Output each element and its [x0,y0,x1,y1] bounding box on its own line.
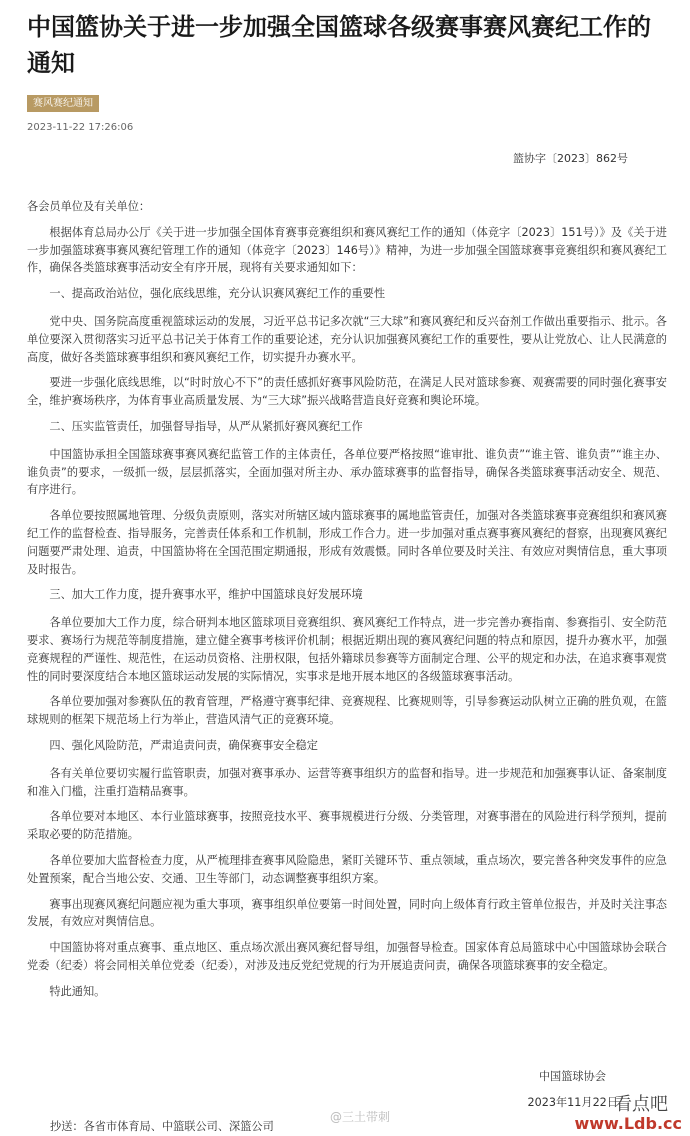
section-heading-2: 二、压实监管责任，加强督导指导，从严从紧抓好赛风赛纪工作 [49,419,363,433]
site-watermark-url: www.Ldb.cc [574,1114,682,1133]
weibo-watermark: @三土带刺 [330,1110,391,1124]
salutation: 各会员单位及有关单位： [27,200,151,213]
paragraph: 各单位要加大监督检查力度，从严梳理排查赛事风险隐患，紧盯关键环节、重点领域，重点场次，要完善各种突发事件的应急处置预案，配合当地公安、交通、卫生等部门，动态调整赛事组织方案。 [27,853,667,885]
article-body [27,198,667,1008]
paragraph: 根据体育总局办公厅《关于进一步加强全国体育赛事竞赛组织和赛风赛纪工作的通知（体竞字〔2023〕151号）》及《关于进一步加强篮球赛事赛风赛纪管理工作的通知（体竞字〔2023〕146号）》精神，为进一步加强全国篮球赛事竞赛组织和赛风赛纪工作，确保各类篮球赛事活动安全有序开展，现将有关要求通知如下： [27,225,667,275]
closing-line: 特此通知。 [49,984,106,998]
site-watermark-name: 看点吧 [614,1094,668,1115]
section-heading-4: 四、强化风险防范，严肃追责问责，确保赛事安全稳定 [49,738,318,752]
paragraph: 各单位要加强对参赛队伍的教育管理，严格遵守赛事纪律、竞赛规程、比赛规则等，引导参赛运动队树立正确的胜负观，在篮球规则的框架下规范场上行为举止，营造风清气正的竞赛环境。 [27,695,667,727]
section-heading-1: 一、提高政治站位，强化底线思维，充分认识赛风赛纪工作的重要性 [49,287,386,301]
paragraph: 中国篮协承担全国篮球赛事赛风赛纪监管工作的主体责任，各单位要严格按照“谁审批、谁负责”“谁主管、谁负责”“谁主办、谁负责”的要求，一级抓一级，层层抓落实，全面加强对所主办、承办篮球赛事的监督指导，确保各类篮球赛事活动安全、规范、有序进行。 [27,447,667,497]
section-heading-3: 三、加大工作力度，提升赛事水平，维护中国篮球良好发展环境 [49,588,363,602]
paragraph: 各单位要按照属地管理、分级负责原则，落实对所辖区域内篮球赛事的属地监管责任，加强对各类篮球赛事竞赛组织和赛风赛纪工作的监督检查、指导服务，完善责任体系和工作机制，形成工作合力。进一步加强对重点赛事赛风赛纪的督察，出现赛风赛纪问题要严肃处理、追责，中国篮协将在全国范围定期通报，形成有效震慑。同时各单位要及时关注、有效应对舆情信息，重大事项及时报告。 [27,509,667,576]
paragraph: 各单位要对本地区、本行业篮球赛事，按照竞技水平、赛事规模进行分级、分类管理，对赛事潜在的风险进行科学预判，提前采取必要的防范措施。 [27,810,667,842]
paragraph: 党中央、国务院高度重视篮球运动的发展，习近平总书记多次就“三大球”和赛风赛纪和反兴奋剂工作做出重要指示、批示。各单位要深入贯彻落实习近平总书记关于体育工作的重要论述，充分认识加强赛风赛纪工作的重要性，要从让党放心、让人民满意的高度，做好各类篮球赛事组织和赛风赛纪工作，切实提升办赛水平。 [27,314,667,364]
signature-organization: 中国篮球协会 [538,1070,606,1083]
paragraph: 中国篮协将对重点赛事、重点地区、重点场次派出赛风赛纪督导组，加强督导检查。国家体育总局篮球中心中国篮球协会联合党委（纪委）将会同相关单位党委（纪委），对涉及违反党纪党规的行为开展追责问责，确保各项篮球赛事的安全稳定。 [27,941,667,972]
document-number: 篮协字〔2023〕862号 [513,152,628,165]
paragraph: 各单位要加大工作力度，综合研判本地区篮球项目竞赛组织、赛风赛纪工作特点，进一步完善办赛指南、参赛指引、安全防范要求、赛场行为规范等制度措施，建立健全赛事考核评价机制；根据近期出现的赛风赛纪问题的特点和原因，提升办赛水平，加强竞赛规程的严谨性、规范性，在运动员资格、注册权限，包括外籍球员参赛等方面制定合理、公平的规定和办法，在追求赛事观赏性的同时要深度结合本地区篮球运动发展的实际情况，实事求是地开展本地区的各级篮球赛事活动。 [27,616,667,683]
paragraph: 要进一步强化底线思维，以“时时放心不下”的责任感抓好赛事风险防范，在满足人民对篮球参赛、观赛需要的同时强化赛事安全，维护赛场秩序，为体育事业高质量发展、为“三大球”振兴战略营造良好竞赛和舆论环境。 [27,376,667,408]
cc-line: 抄送：各省市体育局、中篮联公司、深篮公司 [50,1120,274,1133]
publish-date: 2023-11-22 17:26:06 [27,122,134,133]
paragraph: 赛事出现赛风赛纪问题应视为重大事项，赛事组织单位要第一时间处置，同时向上级体育行政主管单位报告，并及时关注事态发展，有效应对舆情信息。 [27,897,667,929]
signature-date: 2023年11月22日 [527,1096,618,1109]
category-tag[interactable]: 赛风赛纪通知 [27,95,99,112]
article-title: 中国篮协关于进一步加强全国篮球各级赛事赛风赛纪工作的通知 [27,13,651,77]
paragraph: 各有关单位要切实履行监管职责，加强对赛事承办、运营等赛事组织方的监督和指导。进一步规范和加强赛事认证、备案制度和准入门槛，注重打造精品赛事。 [27,766,667,798]
